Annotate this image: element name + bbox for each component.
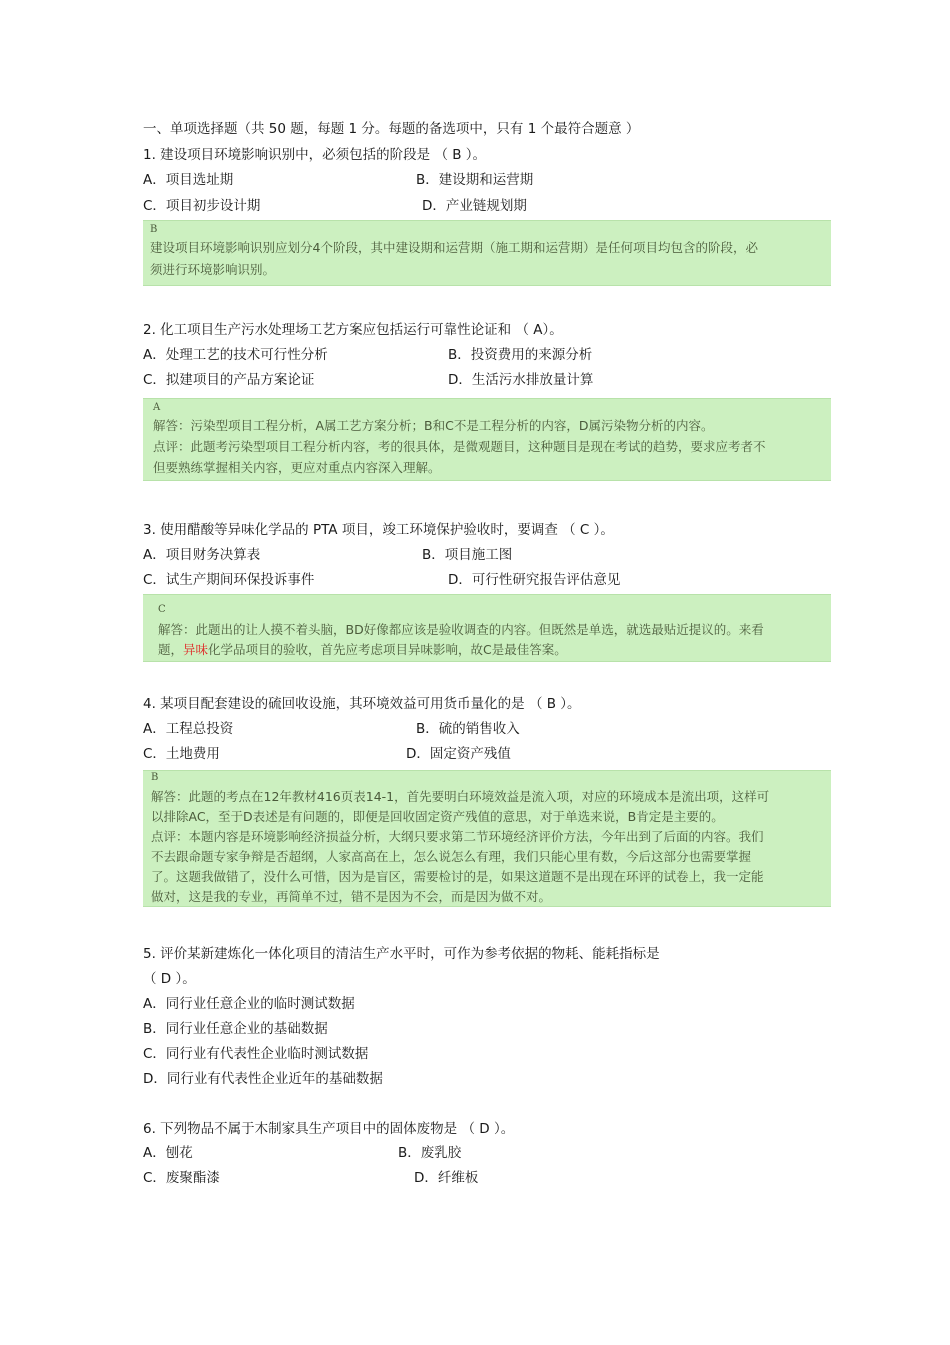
- question-3-option-b: B．项目施工图: [422, 547, 513, 563]
- question-1-explanation: [143, 220, 831, 286]
- question-2-option-d: D．生活污水排放量计算: [448, 372, 594, 388]
- question-3-option-a: A．项目财务决算表: [143, 547, 261, 563]
- question-2-option-b: B．投资费用的来源分析: [448, 347, 593, 363]
- question-4-option-d: D．固定资产残值: [406, 746, 511, 762]
- explanation-line: 点评：本题内容是环境影响经济损益分析，大纲只要求第二节环境经济评价方法，今年出到了后面的内容。我们: [151, 829, 764, 844]
- explanation-text: 化学品项目的验收，首先应考虑项目异味影响，故C是最佳答案。: [208, 642, 567, 657]
- explanation-line: 了。这题我做错了，没什么可惜，因为是盲区，需要检讨的是，如果这道题不是出现在环评的试卷上，我一定能: [151, 869, 764, 884]
- question-1-option-d: D．产业链规划期: [422, 198, 527, 214]
- explanation-line: 以排除AC，至于D表述是有问题的，即便是回收固定资产残值的意思，对于单选来说，B肯定是主要的。: [151, 809, 724, 824]
- answer-tag: C: [158, 604, 166, 615]
- explanation-line: 点评：此题考污染型项目工程分析内容，考的很具体，是微观题目，这种题目是现在考试的趋势，要求应考者不: [153, 439, 766, 454]
- question-4-option-b: B．硫的销售收入: [416, 721, 520, 737]
- question-1-stem: 1. 建设项目环境影响识别中，必须包括的阶段是 （ B ）。: [143, 147, 487, 163]
- question-4-explanation: [143, 770, 831, 907]
- highlighted-keyword: 异味: [183, 642, 209, 657]
- explanation-line: 但要熟练掌握相关内容，更应对重点内容深入理解。: [153, 460, 441, 475]
- question-5-answer: （ D ）。: [143, 971, 196, 987]
- question-6-option-b: B．废乳胶: [398, 1145, 462, 1161]
- answer-tag: B: [150, 224, 158, 235]
- question-1-option-b: B．建设期和运营期: [416, 172, 534, 188]
- explanation-text: 题，: [158, 642, 184, 657]
- question-4-option-c: C．土地费用: [143, 746, 220, 762]
- question-4-stem: 4. 某项目配套建设的硫回收设施，其环境效益可用货币量化的是 （ B ）。: [143, 696, 581, 712]
- question-6-option-d: D．纤维板: [414, 1170, 479, 1186]
- explanation-line: 解答：污染型项目工程分析，A属工艺方案分析；B和C不是工程分析的内容，D属污染物分析的内容。: [153, 418, 714, 433]
- question-5-option-c: C．同行业有代表性企业临时测试数据: [143, 1046, 369, 1062]
- question-2-option-a: A．处理工艺的技术可行性分析: [143, 347, 328, 363]
- question-3-explanation: [143, 594, 831, 662]
- explanation-line: 不去跟命题专家争辩是否超纲，人家高高在上，怎么说怎么有理，我们只能心里有数，今后这部分也需要掌握: [151, 849, 752, 864]
- section-heading: 一、单项选择题（共 50 题，每题 1 分。每题的备选项中，只有 1 个最符合题意 ）: [143, 121, 640, 137]
- question-3-option-c: C．试生产期间环保投诉事件: [143, 572, 315, 588]
- explanation-line: 须进行环境影响识别。: [150, 262, 276, 277]
- explanation-line: 解答：此题的考点在12年教材416页表14-1，首先要明白环境效益是流入项，对应的环境成本是流出项，这样可: [151, 789, 770, 804]
- question-6-option-a: A．刨花: [143, 1145, 193, 1161]
- question-2-stem: 2. 化工项目生产污水处理场工艺方案应包括运行可靠性论证和 （ A）。: [143, 322, 563, 338]
- explanation-line: [158, 641, 567, 658]
- question-2-option-c: C．拟建项目的产品方案论证: [143, 372, 315, 388]
- question-6-stem: 6. 下列物品不属于木制家具生产项目中的固体废物是 （ D ）。: [143, 1121, 515, 1137]
- answer-tag: B: [151, 772, 159, 783]
- question-2-explanation: [143, 398, 831, 481]
- question-4-option-a: A．工程总投资: [143, 721, 234, 737]
- question-5-option-a: A．同行业任意企业的临时测试数据: [143, 996, 355, 1012]
- explanation-line: 做对，这是我的专业，再简单不过，错不是因为不会，而是因为做不对。: [151, 889, 552, 904]
- explanation-line: 建设项目环境影响识别应划分4个阶段，其中建设期和运营期（施工期和运营期）是任何项目均包含的阶段，必: [150, 240, 758, 255]
- question-3-option-d: D．可行性研究报告评估意见: [448, 572, 621, 588]
- question-5-option-b: B．同行业任意企业的基础数据: [143, 1021, 328, 1037]
- question-5-stem: 5. 评价某新建炼化一体化项目的清洁生产水平时，可作为参考依据的物耗、能耗指标是: [143, 946, 660, 962]
- question-6-option-c: C．废聚酯漆: [143, 1170, 220, 1186]
- question-1-option-a: A．项目选址期: [143, 172, 234, 188]
- question-5-option-d: D．同行业有代表性企业近年的基础数据: [143, 1071, 383, 1087]
- answer-tag: A: [153, 402, 161, 413]
- question-1-option-c: C．项目初步设计期: [143, 198, 261, 214]
- question-3-stem: 3. 使用醋酸等异味化学品的 PTA 项目，竣工环境保护验收时，要调查 （ C ）。: [143, 522, 614, 538]
- explanation-line: 解答：此题出的让人摸不着头脑，BD好像都应该是验收调查的内容。但既然是单选，就选最贴近提议的。来看: [158, 622, 764, 637]
